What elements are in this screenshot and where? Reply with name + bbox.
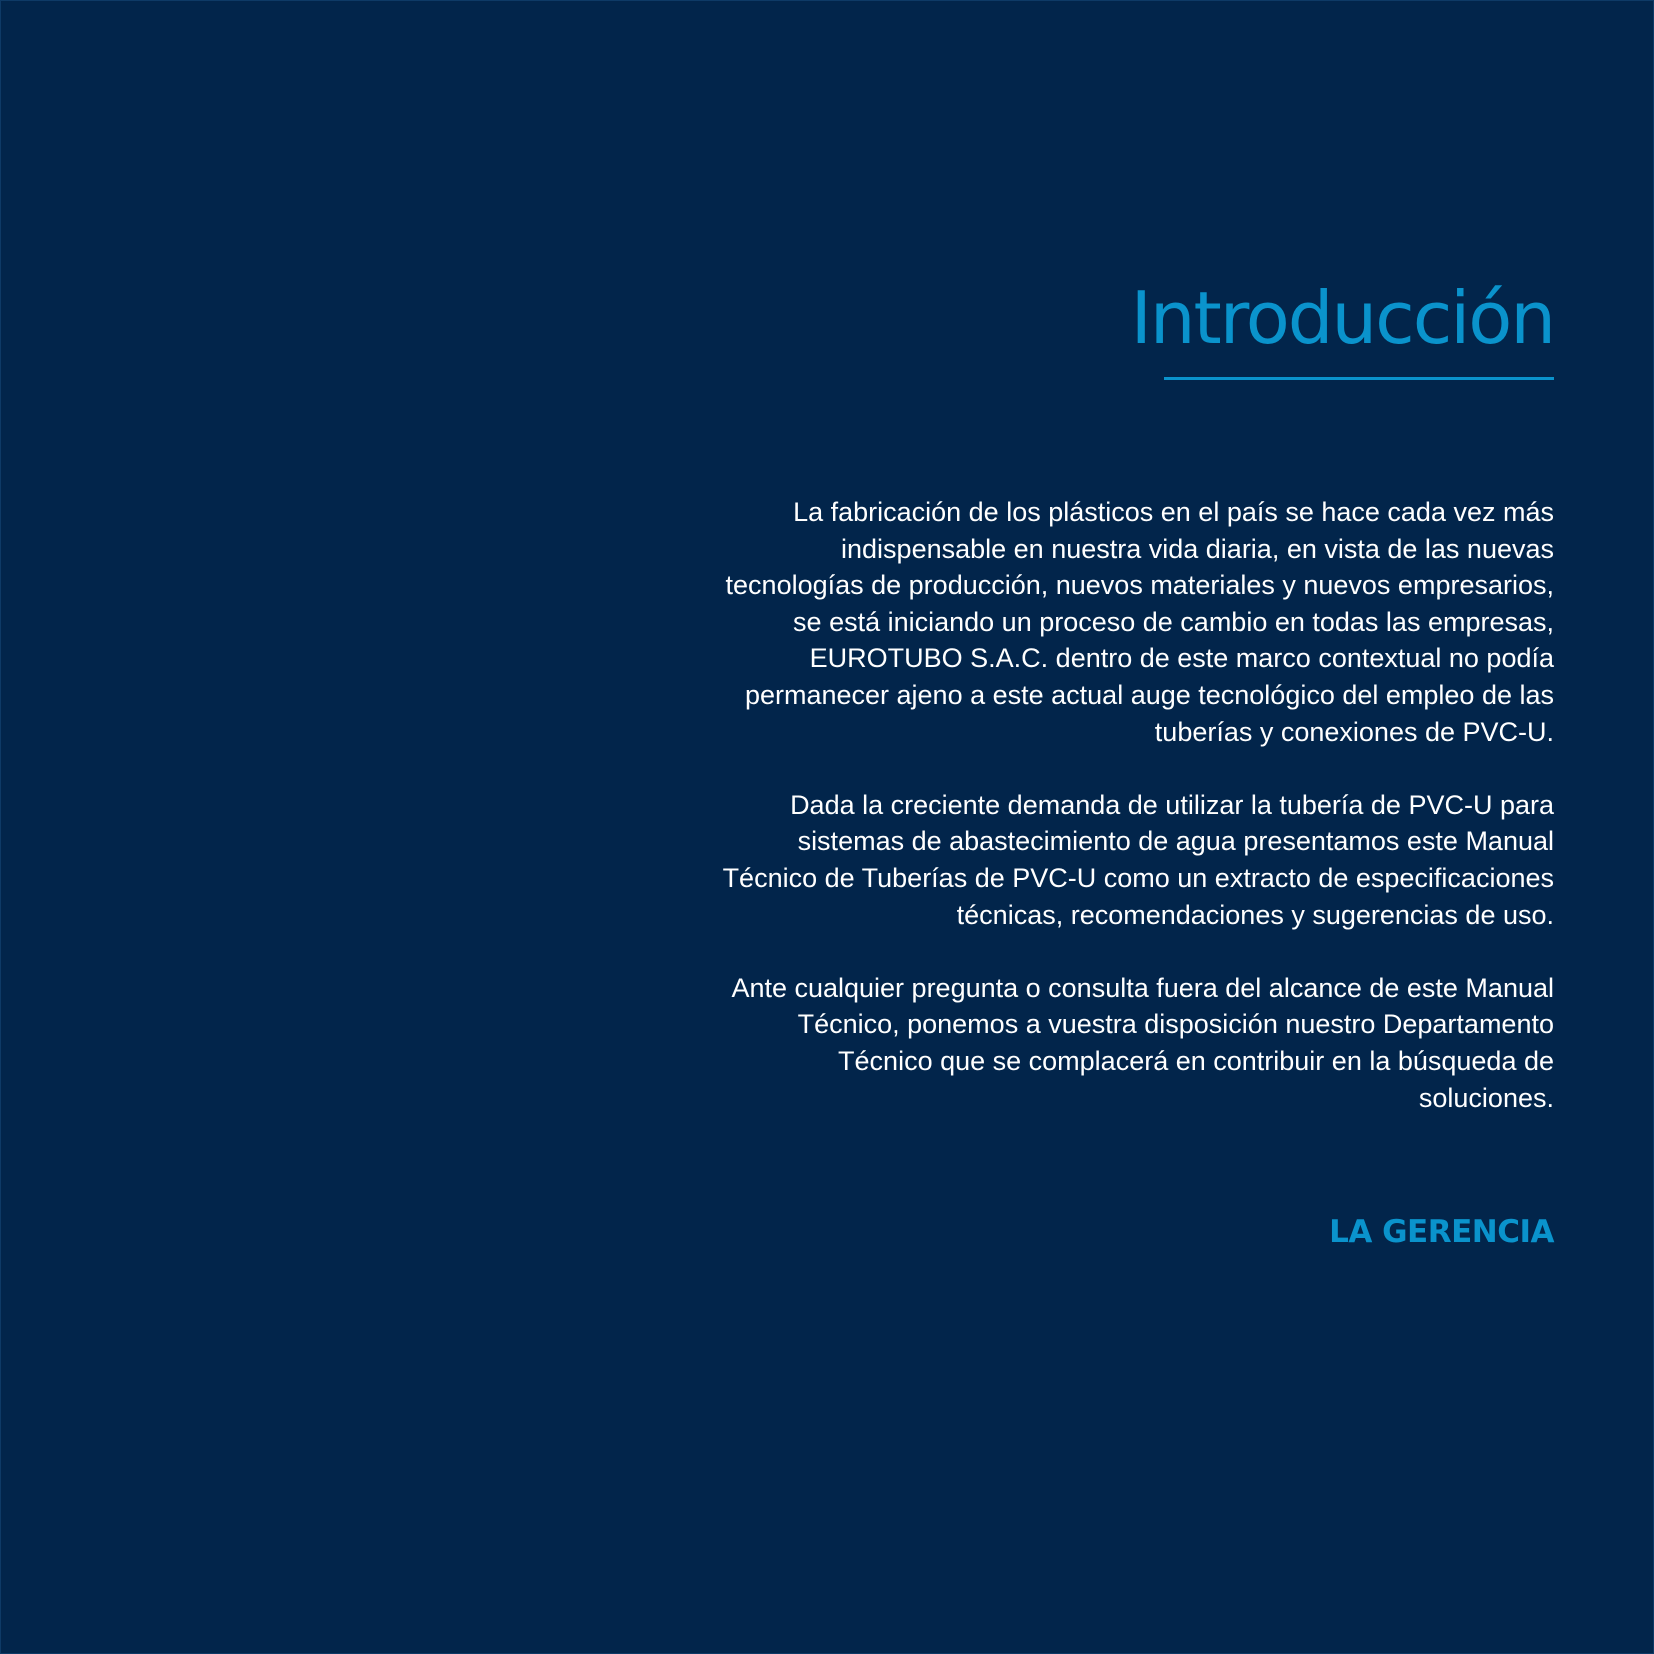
paragraph-2 — [654, 787, 1554, 933]
text-line: Ante cualquier pregunta o consulta fuera del alcance de este Manual — [731, 972, 1554, 1003]
text-line: sistemas de abastecimiento de agua presentamos este Manual — [797, 826, 1554, 857]
page-title: Introducción — [1130, 276, 1554, 360]
text-line: Dada la creciente demanda de utilizar la tubería de PVC-U para — [790, 789, 1554, 820]
text-line: tecnologías de producción, nuevos materiales y nuevos empresarios, — [725, 570, 1554, 601]
text-line: técnicas, recomendaciones y sugerencias de uso. — [956, 899, 1554, 930]
text-line: Técnico de Tuberías de PVC-U como un extracto de especificaciones — [722, 862, 1554, 893]
text-line: EUROTUBO S.A.C. dentro de este marco contextual no podía — [809, 643, 1554, 674]
text-line: Técnico que se complacerá en contribuir en la búsqueda de — [838, 1045, 1554, 1076]
text-line: indispensable en nuestra vida diaria, en vista de las nuevas — [841, 533, 1554, 564]
body-text — [654, 494, 1554, 1153]
text-line: Técnico, ponemos a vuestra disposición nuestro Departamento — [797, 1009, 1554, 1040]
paragraph-1 — [654, 494, 1554, 750]
text-line: se está iniciando un proceso de cambio en todas las empresas, — [793, 606, 1554, 637]
title-underline — [1164, 377, 1554, 380]
text-line: tuberías y conexiones de PVC-U. — [1154, 716, 1554, 747]
text-line: La fabricación de los plásticos en el país se hace cada vez más — [793, 497, 1554, 527]
text-line: permanecer ajeno a este actual auge tecnológico del empleo de las — [744, 679, 1554, 710]
text-line: soluciones. — [1418, 1082, 1554, 1113]
signature: LA GERENCIA — [1329, 1214, 1554, 1250]
paragraph-3 — [654, 970, 1554, 1116]
